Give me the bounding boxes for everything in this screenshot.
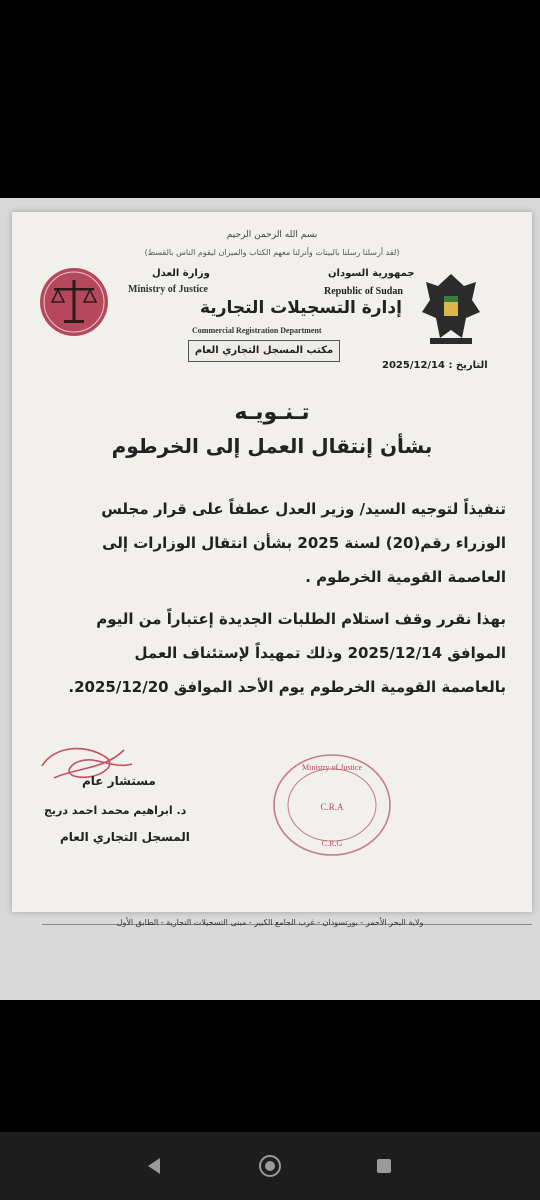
stamp-inner-text: C.R.A bbox=[320, 802, 344, 812]
republic-ar: جمهورية السودان bbox=[328, 268, 415, 279]
signature-title: مستشار عام bbox=[82, 774, 156, 788]
footer-address: ولاية البحر الأحمر - بورتسودان - غرب الجامع الكبير - مبنى التسجيلات التجارية - الطابق الأول bbox=[116, 918, 424, 927]
sudan-emblem-icon bbox=[416, 268, 486, 348]
department-ar: إدارة التسجيلات التجارية bbox=[200, 298, 402, 318]
body-line: العاصمة القومية الخرطوم . bbox=[305, 568, 506, 586]
body-line: بهذا نقرر وقف استلام الطلبات الجديدة إعتباراً من اليوم bbox=[96, 610, 506, 628]
body-line: الوزراء رقم(20) لسنة 2025 بشأن انتقال الوزارات إلى bbox=[102, 534, 506, 552]
ministry-ar: وزارة العدل bbox=[152, 268, 210, 279]
signature-name: د. ابراهيم محمد احمد دريج bbox=[44, 804, 187, 817]
body-line: بالعاصمة القومية الخرطوم يوم الأحد الموافق 2025/12/20. bbox=[68, 678, 506, 696]
android-navigation-bar bbox=[0, 1132, 540, 1200]
recents-icon[interactable] bbox=[368, 1150, 400, 1182]
document-date: التاريخ : 2025/12/14 bbox=[382, 360, 488, 371]
body-line: تنفيذاً لتوجيه السيد/ وزير العدل عطفاً على قرار مجلس bbox=[101, 500, 506, 518]
body-line: الموافق 2025/12/14 وذلك تمهيداً لإستئناف العمل bbox=[134, 644, 506, 662]
signature-office: المسجل التجاري العام bbox=[60, 830, 190, 844]
notice-title: تـنـويـه bbox=[234, 400, 310, 425]
republic-en: Republic of Sudan bbox=[324, 286, 403, 297]
official-stamp-icon bbox=[270, 750, 394, 860]
basmala: بسم الله الرحمن الرحيم bbox=[226, 230, 318, 240]
justice-scales-logo-icon bbox=[38, 266, 110, 338]
quran-verse: (لقد أرسلنا رسلنا بالبينات وأنزلنا معهم الكتاب والميزان ليقوم الناس بالقسط) bbox=[144, 248, 400, 257]
document-photo bbox=[0, 198, 540, 1000]
notice-subtitle: بشأن إنتقال العمل إلى الخرطوم bbox=[111, 434, 433, 458]
back-icon[interactable] bbox=[138, 1150, 170, 1182]
stamp-bottom-text: C.R.G bbox=[321, 839, 343, 848]
department-en: Commercial Registration Department bbox=[192, 326, 322, 335]
ministry-en: Ministry of Justice bbox=[128, 284, 208, 295]
stamp-top-text: Ministry of Justice bbox=[302, 763, 362, 772]
letter-sheet bbox=[12, 212, 532, 912]
home-icon[interactable] bbox=[254, 1150, 286, 1182]
office-label: مكتب المسجل التجاري العام bbox=[188, 340, 340, 362]
